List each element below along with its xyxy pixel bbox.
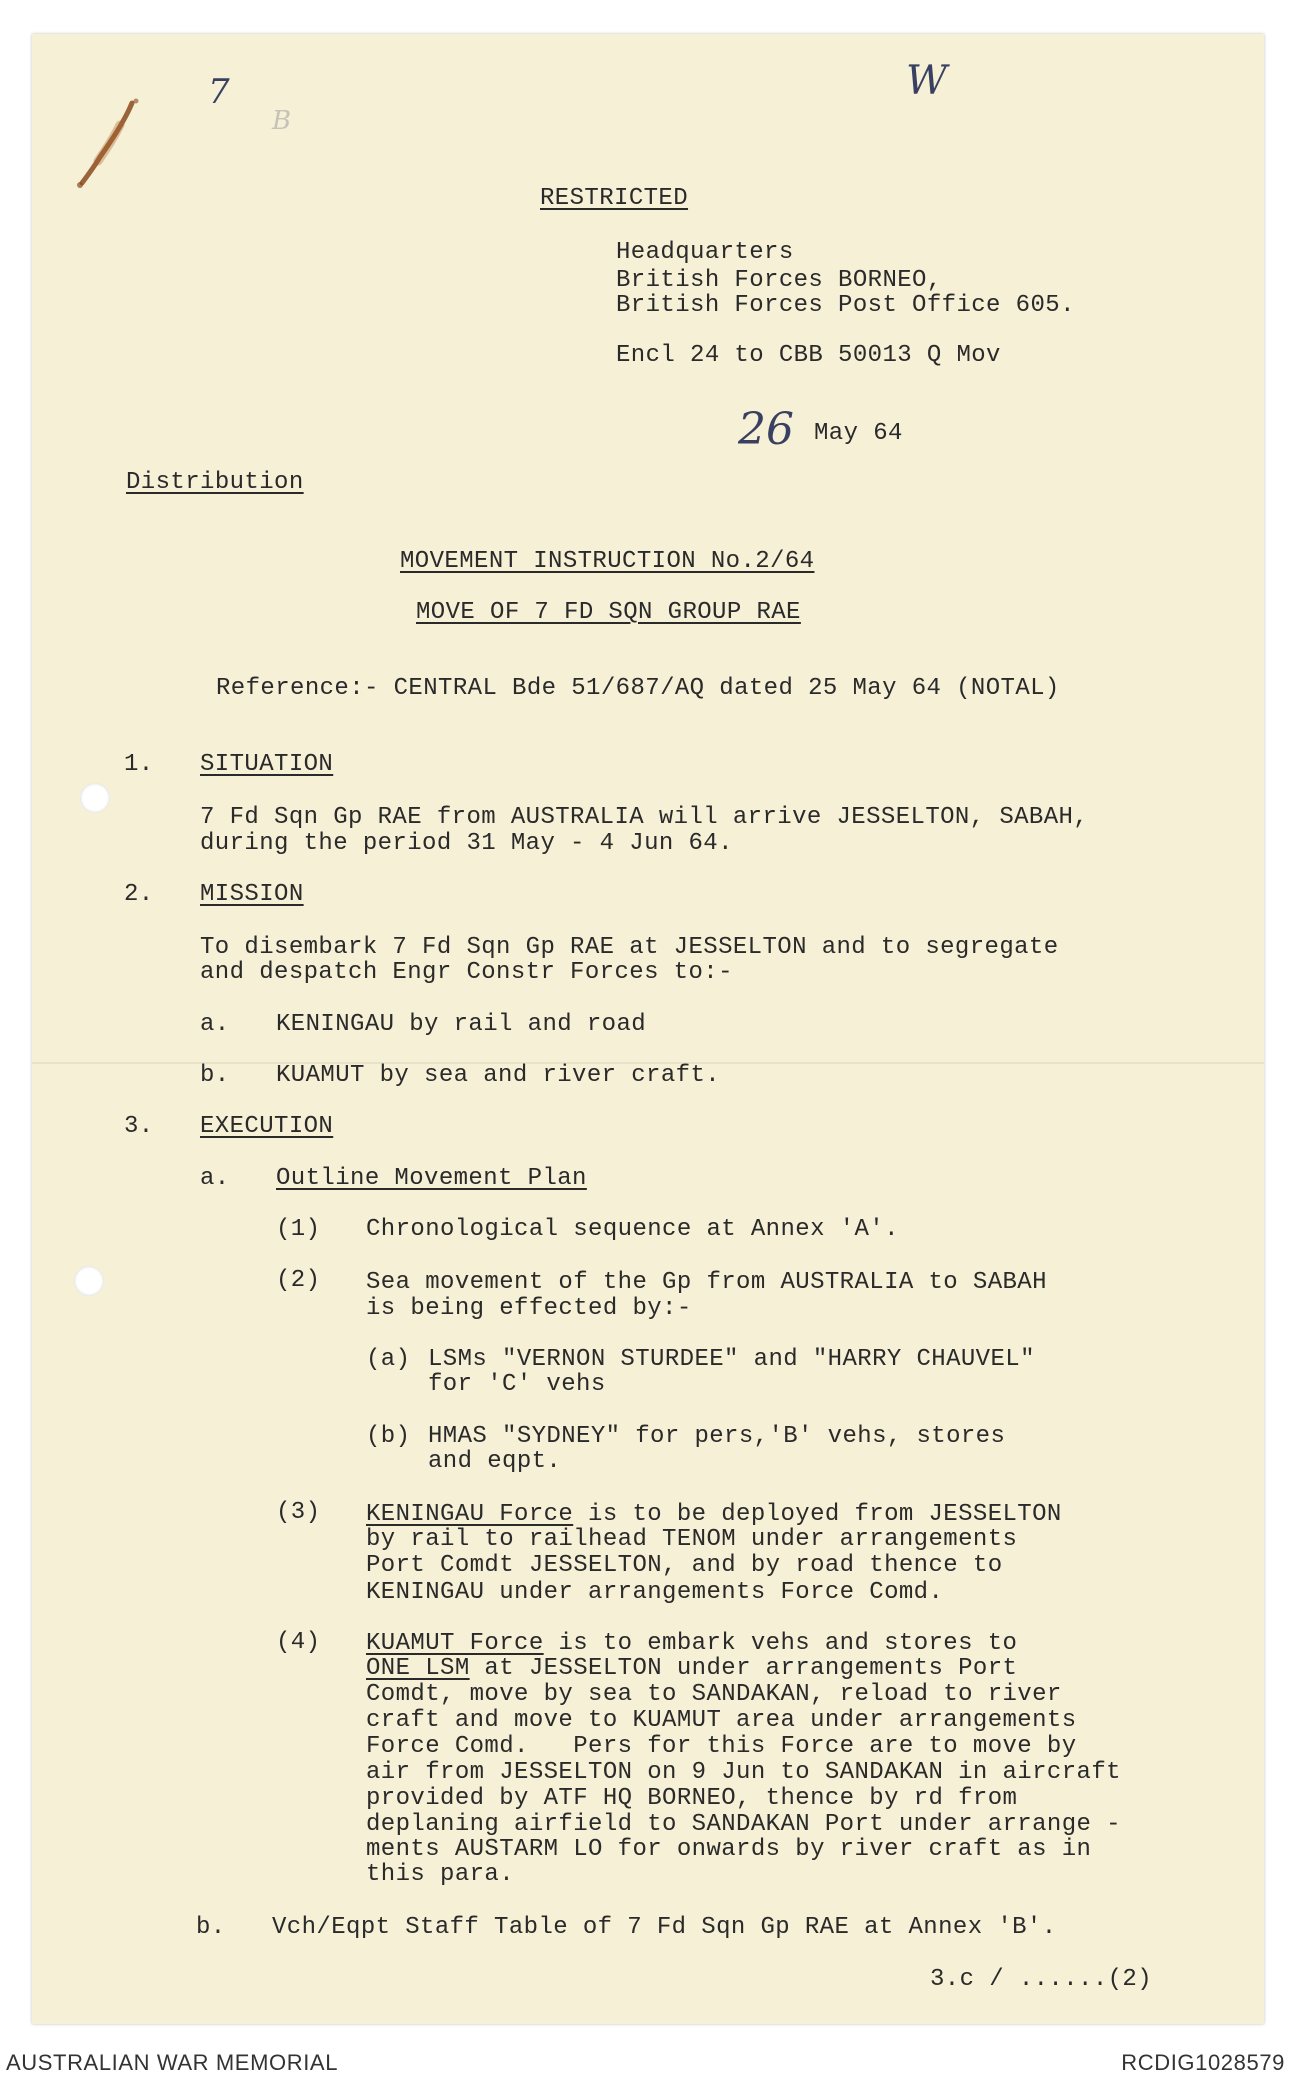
section-1-body-line-1: 7 Fd Sqn Gp RAE from AUSTRALIA will arrive JESSELTON, SABAH, (200, 804, 1089, 831)
reference-line: Reference:- CENTRAL Bde 51/687/AQ dated 25 May 64 (NOTAL) (216, 675, 1060, 702)
continuation-marker: 3.c / ......(2) (930, 1966, 1153, 1993)
enclosure-reference: Encl 24 to CBB 50013 Q Mov (616, 342, 1001, 369)
rust-stain (70, 95, 150, 195)
handwritten-mark-top-left: 7 (208, 72, 230, 112)
para-4-line-1-rest: is to embark vehs and stores to (543, 1630, 1018, 1657)
para-4-line-2-rest: at JESSELTON under arrangements Port (469, 1655, 1018, 1682)
para-4-line-8: deplaning airfield to SANDAKAN Port under arrange - (366, 1811, 1121, 1838)
document-subtitle: MOVE OF 7 FD SQN GROUP RAE (416, 599, 801, 626)
para-4-line-2 (366, 1656, 1017, 1682)
para-3-number: (3) (276, 1499, 321, 1526)
section-1-number: 1. (124, 751, 154, 778)
para-2-sub-b-line-1: HMAS "SYDNEY" for pers,'B' vehs, stores (428, 1423, 1006, 1450)
para-4-line-1 (366, 1631, 1017, 1657)
para-3-line-4: KENINGAU under arrangements Force Comd. (366, 1579, 944, 1606)
section-3-b-label: b. (196, 1914, 226, 1941)
para-4-line-5: Force Comd. Pers for this Force are to move by (366, 1733, 1077, 1760)
para-2-sub-a-label: (a) (366, 1346, 411, 1373)
para-2-line-2: is being effected by:- (366, 1295, 692, 1322)
para-4-line-10: this para. (366, 1861, 515, 1888)
footer-item-id: RCDIG1028579 (1121, 2050, 1285, 2075)
section-3-b-text: Vch/Eqpt Staff Table of 7 Fd Sqn Gp RAE at Annex 'B'. (272, 1914, 1057, 1941)
para-2-sub-b-line-2: and eqpt. (428, 1448, 562, 1475)
para-2-sub-a-line-1: LSMs "VERNON STURDEE" and "HARRY CHAUVEL" (428, 1346, 1035, 1373)
address-line-3: British Forces Post Office 605. (616, 292, 1075, 319)
section-2-item-a-label: a. (200, 1011, 230, 1038)
section-1-heading: SITUATION (200, 751, 334, 778)
punch-hole-lower (74, 1266, 104, 1296)
para-2-number: (2) (276, 1267, 321, 1294)
para-2-line-1: Sea movement of the Gp from AUSTRALIA to SABAH (366, 1269, 1047, 1296)
address-line-1: Headquarters (616, 239, 794, 266)
punch-hole-upper (80, 783, 110, 813)
para-1-number: (1) (276, 1216, 321, 1243)
para-2-sub-b-label: (b) (366, 1423, 411, 1450)
para-2-sub-a-line-2: for 'C' vehs (428, 1371, 606, 1398)
para-4-line-4: craft and move to KUAMUT area under arrangements (366, 1707, 1077, 1734)
para-4-line-9: ments AUSTARM LO for onwards by river craft as in (366, 1836, 1092, 1863)
para-3-line-1-rest: is to be deployed from JESSELTON (573, 1501, 1062, 1528)
section-3-a-heading: Outline Movement Plan (276, 1165, 587, 1192)
distribution-label: Distribution (126, 469, 304, 496)
handwritten-day: 26 (738, 404, 794, 455)
handwritten-mark-faint: B (272, 106, 292, 136)
para-3-line-2: by rail to railhead TENOM under arrangements (366, 1526, 1018, 1553)
section-3-number: 3. (124, 1113, 154, 1140)
para-3-line-3: Port Comdt JESSELTON, and by road thence to (366, 1552, 1003, 1579)
date-month-year: May 64 (814, 420, 903, 447)
section-2-body-line-2: and despatch Engr Constr Forces to:- (200, 959, 733, 986)
para-4-line-6: air from JESSELTON on 9 Jun to SANDAKAN in aircraft (366, 1759, 1121, 1786)
section-2-item-b-label: b. (200, 1062, 230, 1089)
section-3-heading: EXECUTION (200, 1113, 334, 1140)
footer-archive-name: AUSTRALIAN WAR MEMORIAL (6, 2050, 339, 2075)
classification-restricted: RESTRICTED (540, 185, 689, 212)
para-4-line-7: provided by ATF HQ BORNEO, thence by rd from (366, 1785, 1018, 1812)
section-1-body-line-2: during the period 31 May - 4 Jun 64. (200, 830, 733, 857)
document-title: MOVEMENT INSTRUCTION No.2/64 (400, 548, 815, 575)
address-line-2: British Forces BORNEO, (616, 267, 942, 294)
section-3-a-label: a. (200, 1165, 230, 1192)
section-2-body-line-1: To disembark 7 Fd Sqn Gp RAE at JESSELTON and to segregate (200, 934, 1059, 961)
handwritten-mark-top-right: W (906, 58, 948, 104)
para-1-text: Chronological sequence at Annex 'A'. (366, 1216, 899, 1243)
kuamut-force-label: KUAMUT Force (366, 1630, 544, 1657)
section-2-item-a-text: KENINGAU by rail and road (276, 1011, 647, 1038)
para-4-number: (4) (276, 1629, 321, 1656)
section-2-item-b-text: KUAMUT by sea and river craft. (276, 1062, 721, 1089)
keningau-force-label: KENINGAU Force (366, 1501, 574, 1528)
para-4-line-3: Comdt, move by sea to SANDAKAN, reload to river (366, 1681, 1062, 1708)
section-2-heading: MISSION (200, 881, 304, 908)
para-3-line-1 (366, 1502, 1062, 1528)
one-lsm-label: ONE LSM (366, 1655, 470, 1682)
section-2-number: 2. (124, 881, 154, 908)
